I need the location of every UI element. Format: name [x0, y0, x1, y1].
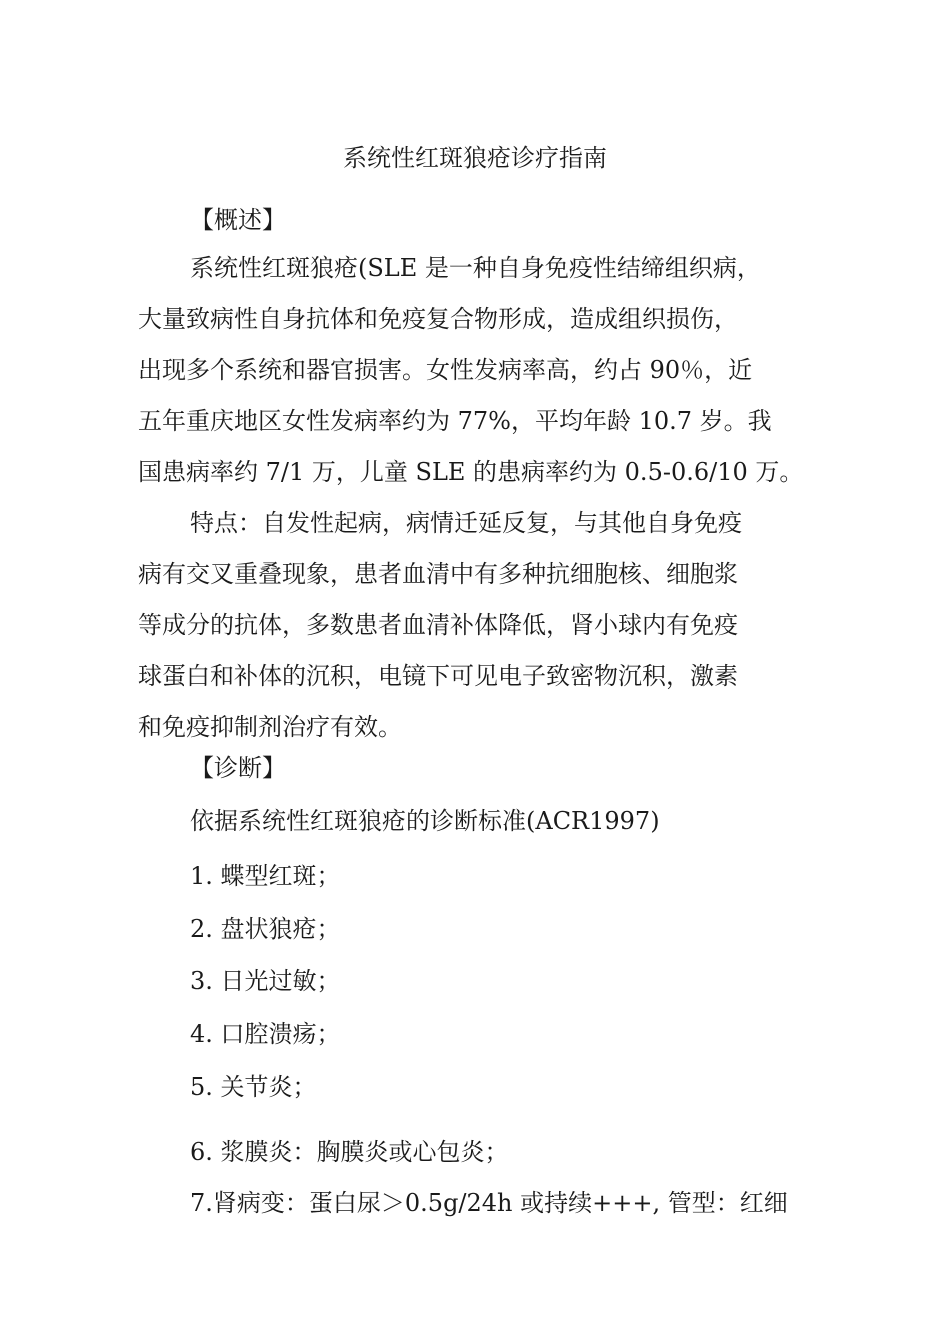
- criteria-item: 5. 关节炎；: [190, 1073, 317, 1101]
- criteria-item: 3. 日光过敏；: [190, 967, 341, 995]
- overview-paragraph-1: [138, 243, 804, 498]
- criteria-item: 2. 盘状狼疮；: [190, 915, 341, 943]
- section-heading-overview: 【概述】: [190, 206, 286, 234]
- text-line: 国患病率约 7/1 万，儿童 SLE 的患病率约为 0.5-0.6/10 万。: [138, 458, 804, 486]
- text-line: 等成分的抗体，多数患者血清补体降低，肾小球内有免疫: [138, 611, 738, 639]
- text-line: 球蛋白和补体的沉积，电镜下可见电子致密物沉积，激素: [138, 662, 738, 690]
- text-line: 出现多个系统和器官损害。女性发病率高，约占 90％，近: [138, 356, 753, 384]
- text-line: 特点：自发性起病，病情迁延反复，与其他自身免疫: [190, 509, 742, 537]
- text-line: 五年重庆地区女性发病率约为 77%，平均年龄 10.7 岁。我: [138, 407, 772, 435]
- overview-paragraph-2: [138, 498, 790, 753]
- criteria-item: 6. 浆膜炎：胸膜炎或心包炎；: [190, 1138, 509, 1166]
- criteria-item: 7.肾病变：蛋白尿＞0.5g/24h 或持续+++, 管型：红细: [190, 1189, 788, 1217]
- section-heading-diagnosis: 【诊断】: [190, 754, 286, 782]
- text-line: 大量致病性自身抗体和免疫复合物形成，造成组织损伤，: [138, 305, 738, 333]
- text-line: 病有交叉重叠现象，患者血清中有多种抗细胞核、细胞浆: [138, 560, 738, 588]
- diagnosis-intro: 依据系统性红斑狼疮的诊断标准(ACR1997): [190, 807, 660, 835]
- text-line: 系统性红斑狼疮(SLE 是一种自身免疫性结缔组织病，: [190, 254, 761, 282]
- criteria-item: 4. 口腔溃疡；: [190, 1020, 341, 1048]
- document-title: 系统性红斑狼疮诊疗指南: [343, 144, 607, 172]
- criteria-item: 1. 蝶型红斑；: [190, 862, 341, 890]
- text-line: 和免疫抑制剂治疗有效。: [138, 713, 402, 741]
